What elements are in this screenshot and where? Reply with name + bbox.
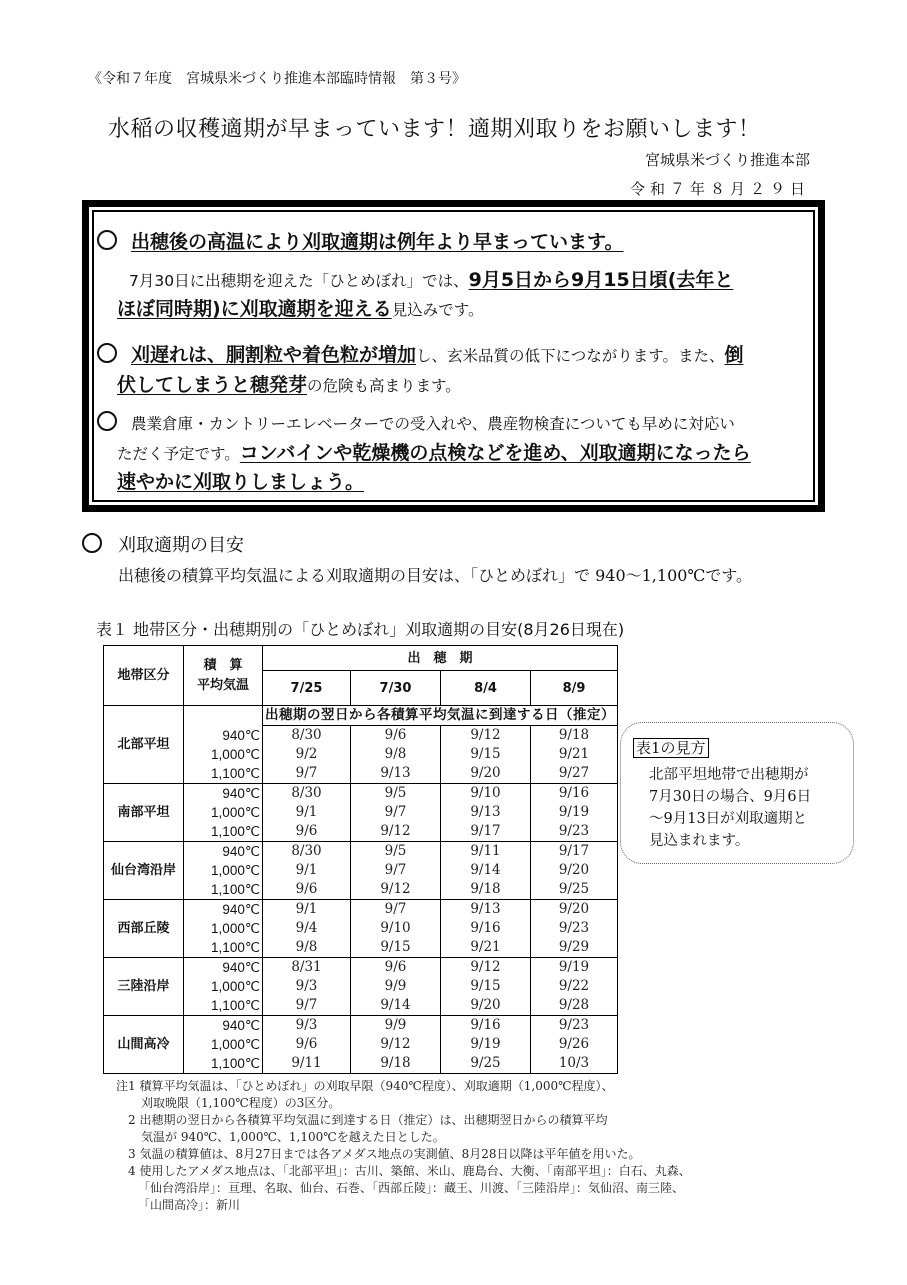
region-name: 三陸沿岸 <box>104 958 184 1016</box>
harvest-date-cell: 9/7 <box>351 861 441 880</box>
harvest-date-cell: 9/18 <box>531 726 618 746</box>
harvest-date-cell: 9/4 <box>263 919 351 938</box>
harvest-date-cell: 9/13 <box>441 803 531 822</box>
note-1-cont: 刈取晩限（1,100℃程度）の3区分。 <box>141 1096 341 1110</box>
accumulated-temp-label: 1,100℃ <box>184 764 263 784</box>
harvest-date-cell: 9/1 <box>263 900 351 920</box>
notice-point-2-line-1: 刈遅れは、胴割粒や着色粒が増加し、玄米品質の低下につながります。また、倒 <box>97 340 743 367</box>
notice-point-2-line-2: 伏してしまうと穂発芽の危険も高まります。 <box>117 374 461 396</box>
accumulated-temp-label: 940℃ <box>184 900 263 920</box>
accumulated-temp-label: 1,000℃ <box>184 977 263 996</box>
callout-line: 見込まれます。 <box>649 833 750 849</box>
bulletin-series: 《令和７年度 宮城県米づくり推進本部臨時情報 第３号》 <box>88 71 466 87</box>
accumulated-temp-label: 1,100℃ <box>184 996 263 1016</box>
harvest-date-cell: 9/13 <box>441 900 531 920</box>
accumulated-temp-label: 1,000℃ <box>184 1035 263 1054</box>
accumulated-temp-label: 940℃ <box>184 958 263 978</box>
accumulated-temp-label: 940℃ <box>184 784 263 804</box>
harvest-date-cell: 9/25 <box>531 880 618 900</box>
accumulated-temp-label: 1,100℃ <box>184 1054 263 1074</box>
accumulated-temp-label: 940℃ <box>184 726 263 746</box>
harvest-date-cell: 9/10 <box>351 919 441 938</box>
harvest-date-cell: 9/9 <box>351 1016 441 1036</box>
table-row <box>104 784 618 804</box>
harvest-date-cell: 9/11 <box>441 842 531 862</box>
accumulated-temp-label: 1,000℃ <box>184 919 263 938</box>
section-text: 出穂後の積算平均気温による刈取適期の目安は、「ひとめぼれ」で 940～1,100℃です。 <box>118 566 753 585</box>
notice-point-1-line-2: ほぼ同時期)に刈取適期を迎える見込みです。 <box>117 298 484 320</box>
harvest-date-cell: 9/5 <box>351 842 441 862</box>
header-date: 8/4 <box>441 671 531 706</box>
page-title: 水稲の収穫適期が早まっています！適期刈取りをお願いします！ <box>108 117 761 142</box>
note-2-cont: 気温が 940℃、1,000℃、1,100℃を越えた日とした。 <box>141 1130 445 1144</box>
harvest-date-cell: 9/6 <box>263 822 351 842</box>
harvest-date-cell: 9/8 <box>351 745 441 764</box>
table-row <box>104 900 618 920</box>
temp-spacer <box>184 706 263 726</box>
accumulated-temp-label: 1,100℃ <box>184 938 263 958</box>
region-name: 西部丘陵 <box>104 900 184 958</box>
harvest-date-cell: 9/9 <box>351 977 441 996</box>
bullet-circle-icon <box>97 343 117 363</box>
header-accumulated-temp: 積 算 平均気温 <box>184 646 263 706</box>
accumulated-temp-label: 1,100℃ <box>184 880 263 900</box>
harvest-date-cell: 9/22 <box>531 977 618 996</box>
notice-point-3-line-3: 速やかに刈取りしましょう。 <box>117 471 365 493</box>
table-row <box>104 1016 618 1036</box>
issue-date: 令和７年８月２９日 <box>629 180 810 198</box>
notice-point-3-line-1: 農業倉庫・カントリーエレベーターでの受入れや、農産物検査についても早めに対応い <box>97 411 735 434</box>
header-date: 7/25 <box>263 671 351 706</box>
header-date: 7/30 <box>351 671 441 706</box>
harvest-date-cell: 9/7 <box>263 764 351 784</box>
harvest-date-cell: 8/30 <box>263 842 351 862</box>
harvest-date-cell: 9/23 <box>531 919 618 938</box>
harvest-date-cell: 9/7 <box>351 900 441 920</box>
harvest-date-cell: 9/6 <box>263 1035 351 1054</box>
harvest-date-cell: 8/30 <box>263 726 351 746</box>
accumulated-temp-label: 940℃ <box>184 842 263 862</box>
harvest-date-cell: 10/3 <box>531 1054 618 1074</box>
notice-point-1-line-1: 7月30日に出穂期を迎えた「ひとめぼれ」では、9月5日から9月15日頃(去年と <box>129 269 734 291</box>
harvest-date-cell: 9/10 <box>441 784 531 804</box>
harvest-date-cell: 9/6 <box>351 958 441 978</box>
harvest-date-cell: 9/29 <box>531 938 618 958</box>
harvest-date-cell: 9/7 <box>351 803 441 822</box>
table-caption: 表１ 地帯区分・出穂期別の「ひとめぼれ」刈取適期の目安(8月26日現在) <box>96 620 625 639</box>
region-name: 北部平坦 <box>104 706 184 784</box>
harvest-date-cell: 9/7 <box>263 996 351 1016</box>
harvest-date-cell: 9/23 <box>531 822 618 842</box>
harvest-date-cell: 9/1 <box>263 803 351 822</box>
accumulated-temp-label: 1,100℃ <box>184 822 263 842</box>
harvest-date-cell: 9/15 <box>441 745 531 764</box>
accumulated-temp-label: 1,000℃ <box>184 803 263 822</box>
harvest-date-cell: 8/31 <box>263 958 351 978</box>
harvest-date-cell: 9/20 <box>531 900 618 920</box>
harvest-date-cell: 9/12 <box>351 822 441 842</box>
harvest-date-cell: 9/19 <box>531 958 618 978</box>
harvest-date-cell: 9/26 <box>531 1035 618 1054</box>
harvest-date-cell: 9/1 <box>263 861 351 880</box>
harvest-date-cell: 9/19 <box>441 1035 531 1054</box>
harvest-date-cell: 9/12 <box>441 958 531 978</box>
region-name: 山間高冷 <box>104 1016 184 1074</box>
harvest-date-cell: 9/16 <box>441 1016 531 1036</box>
harvest-date-cell: 9/13 <box>351 764 441 784</box>
table-row <box>104 706 618 726</box>
harvest-date-cell: 9/15 <box>441 977 531 996</box>
table-guide-callout <box>620 722 854 864</box>
harvest-date-cell: 9/14 <box>441 861 531 880</box>
harvest-date-cell: 9/23 <box>531 1016 618 1036</box>
header-heading-date-group: 出 穂 期 <box>263 646 618 671</box>
header-region: 地帯区分 <box>104 646 184 706</box>
accumulated-temp-label: 940℃ <box>184 1016 263 1036</box>
harvest-date-cell: 9/21 <box>531 745 618 764</box>
callout-line: 北部平坦地帯で出穂期が <box>649 767 809 783</box>
harvest-date-cell: 9/8 <box>263 938 351 958</box>
accumulated-temp-label: 1,000℃ <box>184 745 263 764</box>
harvest-date-cell: 9/20 <box>441 764 531 784</box>
harvest-date-cell: 9/20 <box>441 996 531 1016</box>
region-name: 南部平坦 <box>104 784 184 842</box>
harvest-date-cell: 9/17 <box>531 842 618 862</box>
harvest-date-cell: 9/6 <box>351 726 441 746</box>
harvest-date-cell: 9/11 <box>263 1054 351 1074</box>
harvest-date-cell: 9/27 <box>531 764 618 784</box>
harvest-date-cell: 9/17 <box>441 822 531 842</box>
harvest-date-cell: 9/19 <box>531 803 618 822</box>
harvest-date-cell: 9/15 <box>351 938 441 958</box>
note-4-cont2: 「山間高冷」：新川 <box>138 1198 241 1212</box>
section-heading: 刈取適期の目安 <box>82 531 244 557</box>
harvest-date-cell: 9/16 <box>441 919 531 938</box>
harvest-date-cell: 9/3 <box>263 977 351 996</box>
table-body <box>104 706 618 1074</box>
harvest-date-cell: 9/18 <box>351 1054 441 1074</box>
issuer: 宮城県米づくり推進本部 <box>644 151 810 169</box>
note-2: 2 出穂期の翌日から各積算平均気温に到達する日（推定）は、出穂期翌日からの積算平均 <box>128 1113 608 1127</box>
callout-line: 7月30日の場合、9月6日 <box>649 789 812 805</box>
harvest-date-cell: 9/18 <box>441 880 531 900</box>
note-3: 3 気温の積算値は、8月27日までは各アメダス地点の実測値、8月28日以降は平年値を用いた。 <box>128 1147 641 1161</box>
notice-box <box>82 200 825 512</box>
callout-line: ～9月13日が刈取適期と <box>649 811 808 827</box>
region-name: 仙台湾沿岸 <box>104 842 184 900</box>
header-date: 8/9 <box>531 671 618 706</box>
note-1: 注1 積算平均気温は、「ひとめぼれ」の刈取早限（940℃程度）、刈取適期（1,000℃程度）、 <box>116 1079 614 1093</box>
harvest-date-cell: 9/6 <box>263 880 351 900</box>
harvest-date-cell: 9/2 <box>263 745 351 764</box>
harvest-date-cell: 9/25 <box>441 1054 531 1074</box>
table-subheader: 出穂期の翌日から各積算平均気温に到達する日（推定） <box>263 706 618 726</box>
note-4-cont: 「仙台湾沿岸」：亘理、名取、仙台、石巻、「西部丘陵」：蔵王、川渡、「三陸沿岸」：気仙沼、南三陸、 <box>138 1181 685 1195</box>
bullet-circle-icon <box>82 533 102 553</box>
table-row <box>104 842 618 862</box>
harvest-date-cell: 8/30 <box>263 784 351 804</box>
harvest-date-cell: 9/14 <box>351 996 441 1016</box>
callout-title: 表1の見方 <box>633 738 709 758</box>
harvest-date-cell: 9/28 <box>531 996 618 1016</box>
harvest-date-cell: 9/12 <box>441 726 531 746</box>
harvest-timing-table <box>103 645 618 1074</box>
table-row <box>104 958 618 978</box>
harvest-date-cell: 9/21 <box>441 938 531 958</box>
harvest-date-cell: 9/12 <box>351 880 441 900</box>
harvest-date-cell: 9/16 <box>531 784 618 804</box>
bullet-circle-icon <box>97 411 117 431</box>
harvest-date-cell: 9/5 <box>351 784 441 804</box>
harvest-date-cell: 9/20 <box>531 861 618 880</box>
notice-point-3-line-2: ただく予定です。コンバインや乾燥機の点検などを進め、刈取適期になったら <box>117 442 751 464</box>
accumulated-temp-label: 1,000℃ <box>184 861 263 880</box>
note-4: 4 使用したアメダス地点は、「北部平坦」：古川、築館、米山、鹿島台、大衡、「南部平坦」：白石、丸森、 <box>128 1164 691 1178</box>
harvest-date-cell: 9/3 <box>263 1016 351 1036</box>
bullet-circle-icon <box>97 230 117 250</box>
harvest-date-cell: 9/12 <box>351 1035 441 1054</box>
notice-point-1-heading: 出穂後の高温により刈取適期は例年より早まっています。 <box>97 227 623 254</box>
